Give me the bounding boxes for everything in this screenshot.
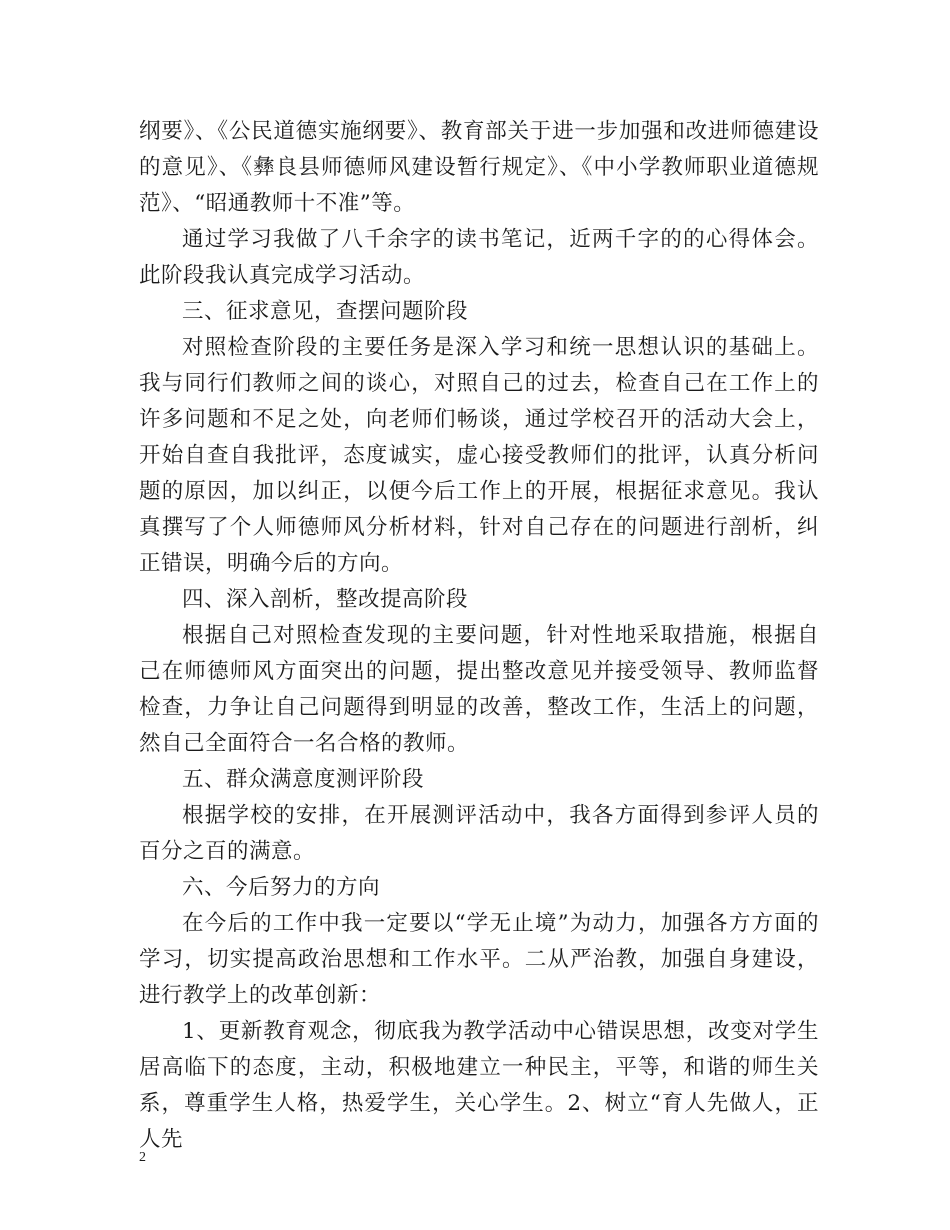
page-number: 2 [139, 1150, 146, 1165]
paragraph-study-notes: 通过学习我做了八千余字的读书笔记，近两千字的的心得体会。此阶段我认真完成学习活动。 [139, 227, 819, 288]
paragraph-self-check: 对照检查阶段的主要任务是深入学习和统一思想认识的基础上。我与同行们教师之间的谈心，对照自己的过去，检查自己在工作上的许多问题和不足之处，向老师们畅谈，通过学校召开的活动大会上，开始自查自我批评，态度诚实，虚心接受教师们的批评，认真分析问题的原因，加以纠正，以便今后工作上的开展，根据征求意见。我认真撰写了个人师德师风分析材料，针对自己存在的问题进行剖析，纠正错误，明确今后的方向。 [139, 335, 819, 576]
section-heading-5: 五、群众满意度测评阶段 [182, 767, 425, 792]
document-body [139, 114, 819, 1158]
section-heading-3: 三、征求意见，查摆问题阶段 [182, 299, 469, 324]
section-heading-6: 六、今后努力的方向 [182, 875, 381, 900]
paragraph-future-work: 在今后的工作中我一定要以“学无止境”为动力，加强各方方面的学习，切实提高政治思想和工作水平。二从严治教，加强自身建设，进行教学上的改革创新： [139, 911, 819, 1008]
paragraph-continuation: 纲要》、《公民道德实施纲要》、教育部关于进一步加强和改进师德建设的意见》、《彝良县师德师风建设暂行规定》、《中小学教师职业道德规范》、“昭通教师十不准”等。 [139, 119, 819, 216]
paragraph-satisfaction: 根据学校的安排，在开展测评活动中，我各方面得到参评人员的百分之百的满意。 [139, 803, 819, 864]
section-heading-4: 四、深入剖析，整改提高阶段 [182, 587, 469, 612]
paragraph-rectification: 根据自己对照检查发现的主要问题，针对性地采取措施，根据自己在师德师风方面突出的问题，提出整改意见并接受领导、教师监督检查，力争让自己问题得到明显的改善，整改工作，生活上的问题，然自己全面符合一名合格的教师。 [139, 623, 819, 756]
paragraph-item-1: 1、更新教育观念，彻底我为教学活动中心错误思想，改变对学生居高临下的态度，主动，积极地建立一种民主，平等，和谐的师生关系，尊重学生人格，热爱学生，关心学生。2、树立“育人先做人，正人先 [139, 1019, 819, 1152]
